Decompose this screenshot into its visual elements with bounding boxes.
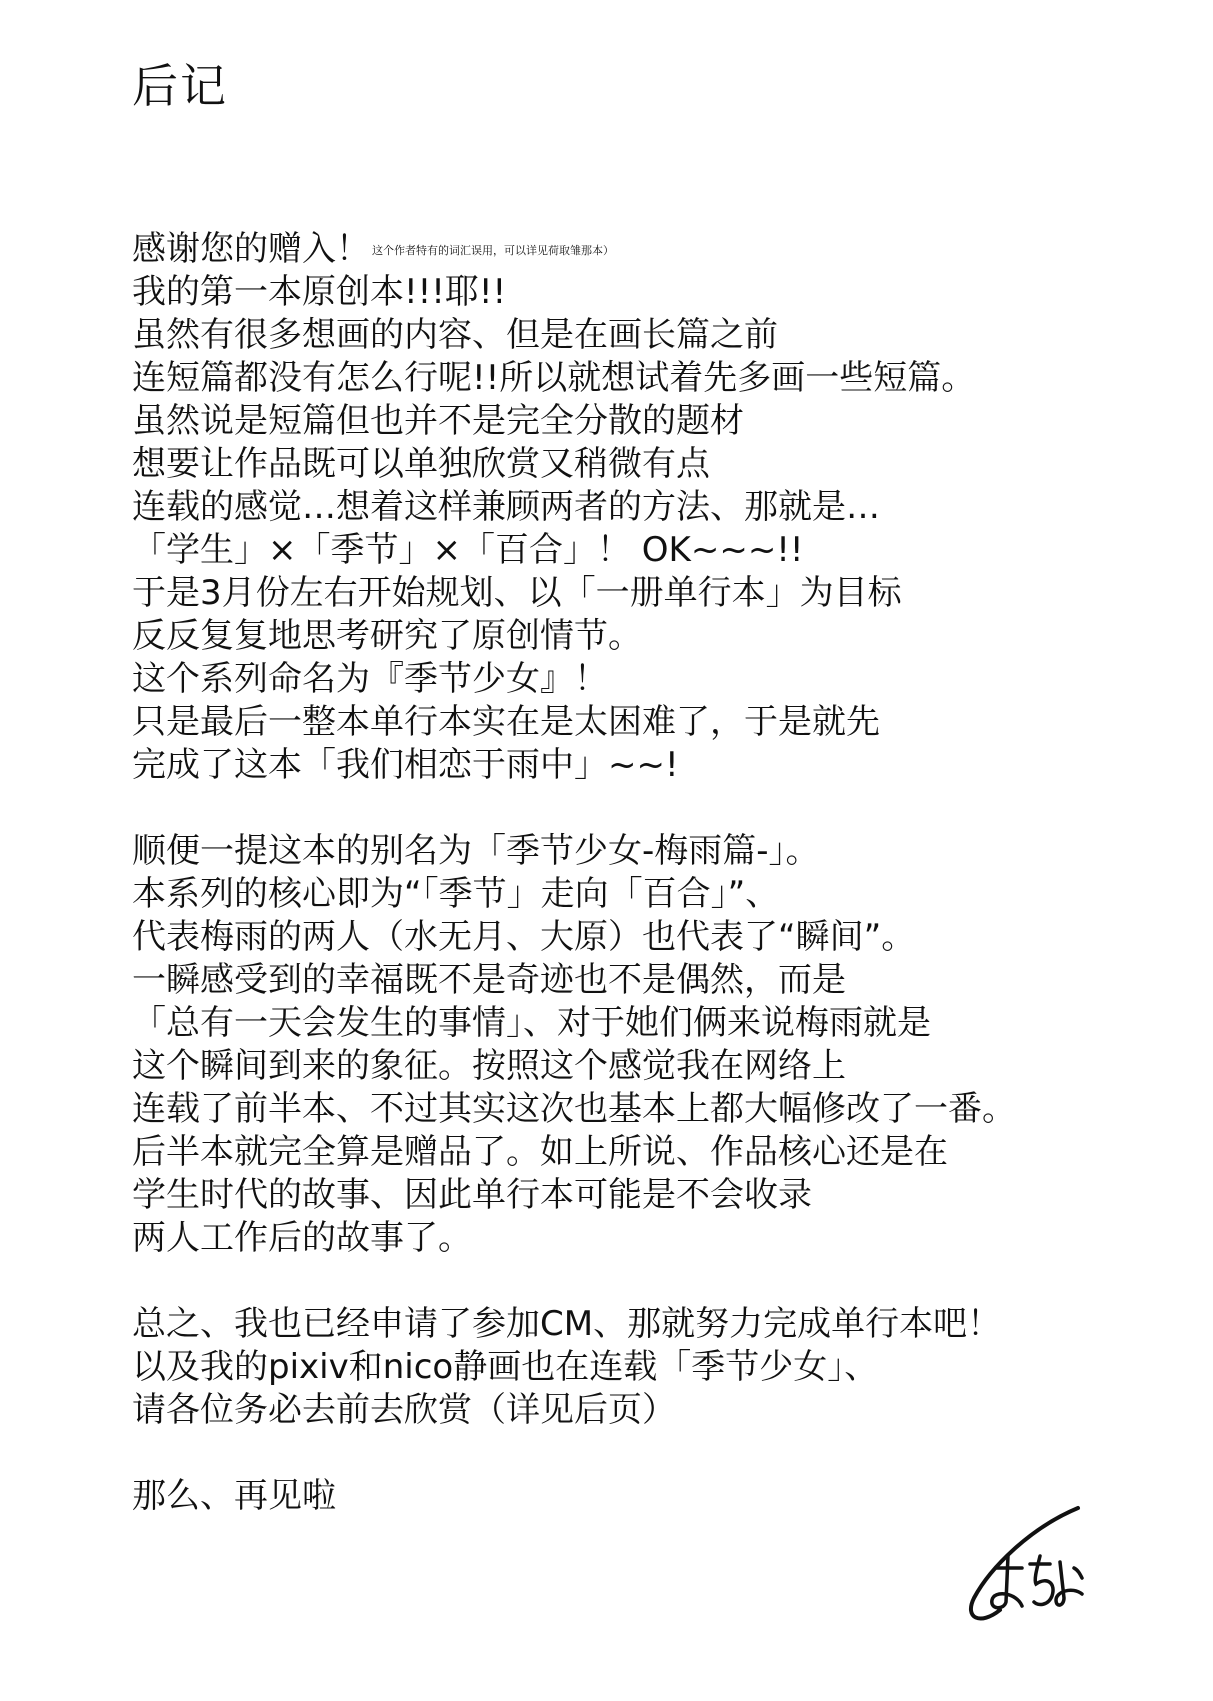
paragraph-gap — [132, 1432, 1192, 1475]
text-line: 反反复复地思考研究了原创情节。 — [132, 616, 642, 656]
text-line: 顺便一提这本的别名为「季节少女-梅雨篇-」。 — [132, 831, 820, 871]
afterword-body — [132, 228, 1192, 1518]
text-line: 以及我的pixiv和nico静画也在连载「季节少女」、 — [132, 1347, 879, 1387]
text-line: 这个系列命名为『季节少女』！ — [132, 659, 608, 699]
paragraph-gap — [132, 1260, 1192, 1303]
text-line: 「学生」×「季节」×「百合」！ OK~~~!! — [132, 530, 804, 570]
paragraph-gap — [132, 787, 1192, 830]
text-line: 一瞬感受到的幸福既不是奇迹也不是偶然，而是 — [132, 960, 846, 1000]
text-line: 学生时代的故事、因此单行本可能是不会收录 — [132, 1175, 812, 1215]
translator-note: 这个作者特有的词汇误用，可以详见荷取雏那本） — [372, 244, 614, 257]
text-line: 虽然有很多想画的内容、但是在画长篇之前 — [132, 315, 778, 355]
page-title: 后记 — [132, 59, 228, 113]
text-line: 「总有一天会发生的事情」、对于她们俩来说梅雨就是 — [132, 1003, 931, 1043]
text-line: 代表梅雨的两人（水无月、大原）也代表了“瞬间”。 — [132, 917, 916, 957]
text-line: 于是3月份左右开始规划、以「一册单行本」为目标 — [132, 573, 902, 613]
text-line: 那么、再见啦 — [132, 1476, 336, 1516]
text-line: 两人工作后的故事了。 — [132, 1218, 472, 1258]
text-line: 后半本就完全算是赠品了。如上所说、作品核心还是在 — [132, 1132, 948, 1172]
text-line: 连载的感觉…想着这样兼顾两者的方法、那就是… — [132, 487, 880, 527]
signature-icon — [960, 1498, 1100, 1630]
text-line: 连短篇都没有怎么行呢!!所以就想试着先多画一些短篇。 — [132, 358, 976, 398]
text-line: 请各位务必去前去欣赏（详见后页） — [132, 1390, 676, 1430]
text-line: 想要让作品既可以单独欣赏又稍微有点 — [132, 444, 710, 484]
line-text: 感谢您的赠入！ — [132, 229, 370, 269]
text-line: 本系列的核心即为“「季节」走向「百合」”、 — [132, 874, 780, 914]
text-line: 虽然说是短篇但也并不是完全分散的题材 — [132, 401, 744, 441]
text-line: 总之、我也已经申请了参加CM、那就努力完成单行本吧！ — [132, 1304, 1002, 1344]
text-line — [132, 228, 1192, 271]
text-line: 只是最后一整本单行本实在是太困难了，于是就先 — [132, 702, 880, 742]
text-line: 连载了前半本、不过其实这次也基本上都大幅修改了一番。 — [132, 1089, 1016, 1129]
text-line: 这个瞬间到来的象征。按照这个感觉我在网络上 — [132, 1046, 846, 1086]
text-line: 我的第一本原创本!!!耶!! — [132, 272, 507, 312]
text-line: 完成了这本「我们相恋于雨中」~~! — [132, 745, 679, 785]
